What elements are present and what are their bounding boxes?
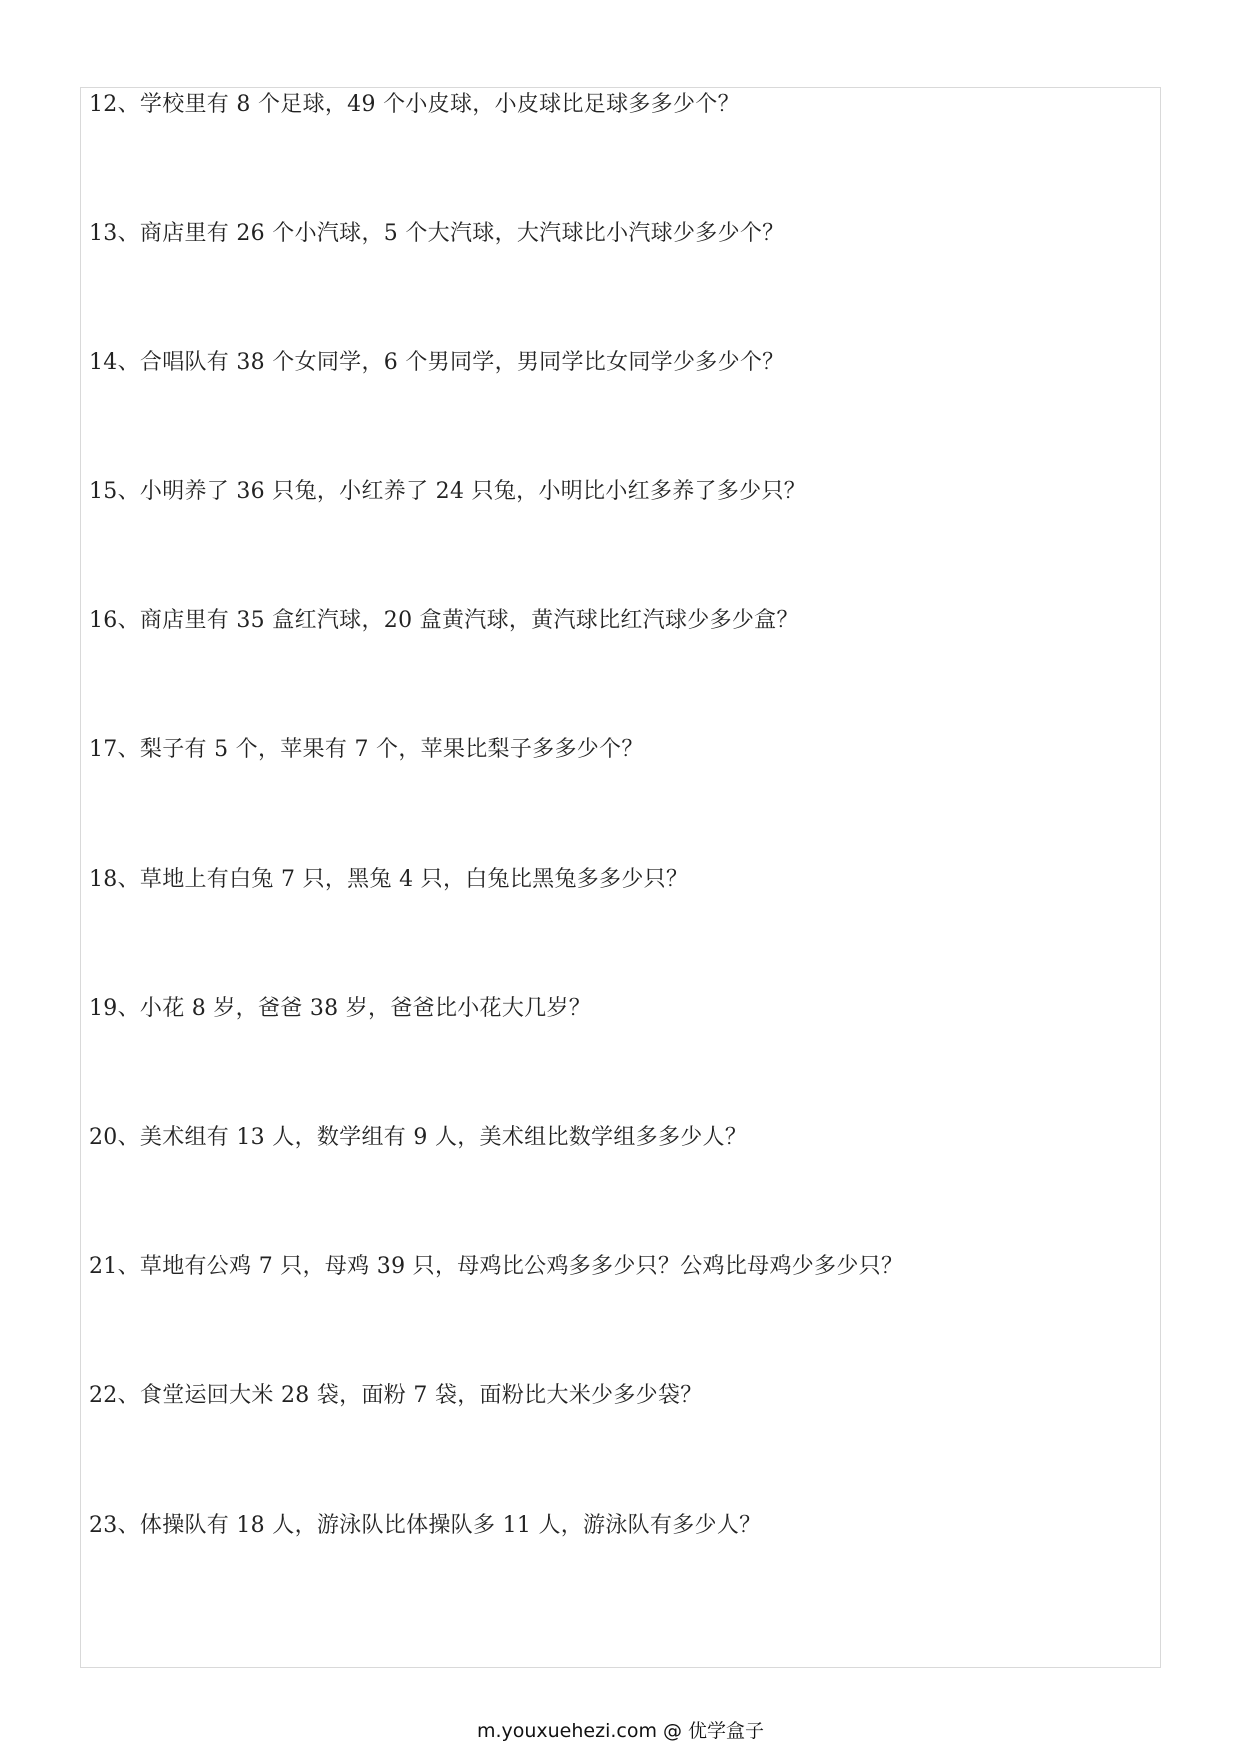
problem-13: 13、商店里有 26 个小汽球，5 个大汽球，大汽球比小汽球少多少个？ — [89, 221, 785, 246]
problem-17: 17、梨子有 5 个，苹果有 7 个，苹果比梨子多多少个？ — [89, 737, 644, 762]
problem-20: 20、美术组有 13 人，数学组有 9 人，美术组比数学组多多少人？ — [89, 1125, 748, 1150]
problem-18: 18、草地上有白兔 7 只，黑兔 4 只，白兔比黑兔多多少只？ — [89, 867, 689, 892]
problem-12: 12、学校里有 8 个足球，49 个小皮球，小皮球比足球多多少个？ — [89, 92, 740, 117]
problem-15: 15、小明养了 36 只兔，小红养了 24 只兔，小明比小红多养了多少只？ — [89, 479, 807, 504]
problem-23: 23、体操队有 18 人，游泳队比体操队多 11 人，游泳队有多少人？ — [89, 1513, 762, 1538]
problem-16: 16、商店里有 35 盒红汽球，20 盒黄汽球，黄汽球比红汽球少多少盒？ — [89, 608, 799, 633]
problem-14: 14、合唱队有 38 个女同学，6 个男同学，男同学比女同学少多少个？ — [89, 350, 785, 375]
footer-source: m.youxuehezi.com @ 优学盒子 — [476, 1720, 765, 1742]
problem-22: 22、食堂运回大米 28 袋，面粉 7 袋，面粉比大米少多少袋？ — [89, 1383, 703, 1408]
problem-21: 21、草地有公鸡 7 只，母鸡 39 只，母鸡比公鸡多多少只？公鸡比母鸡少多少只？ — [89, 1254, 904, 1279]
problem-19: 19、小花 8 岁，爸爸 38 岁，爸爸比小花大几岁？ — [89, 996, 592, 1021]
